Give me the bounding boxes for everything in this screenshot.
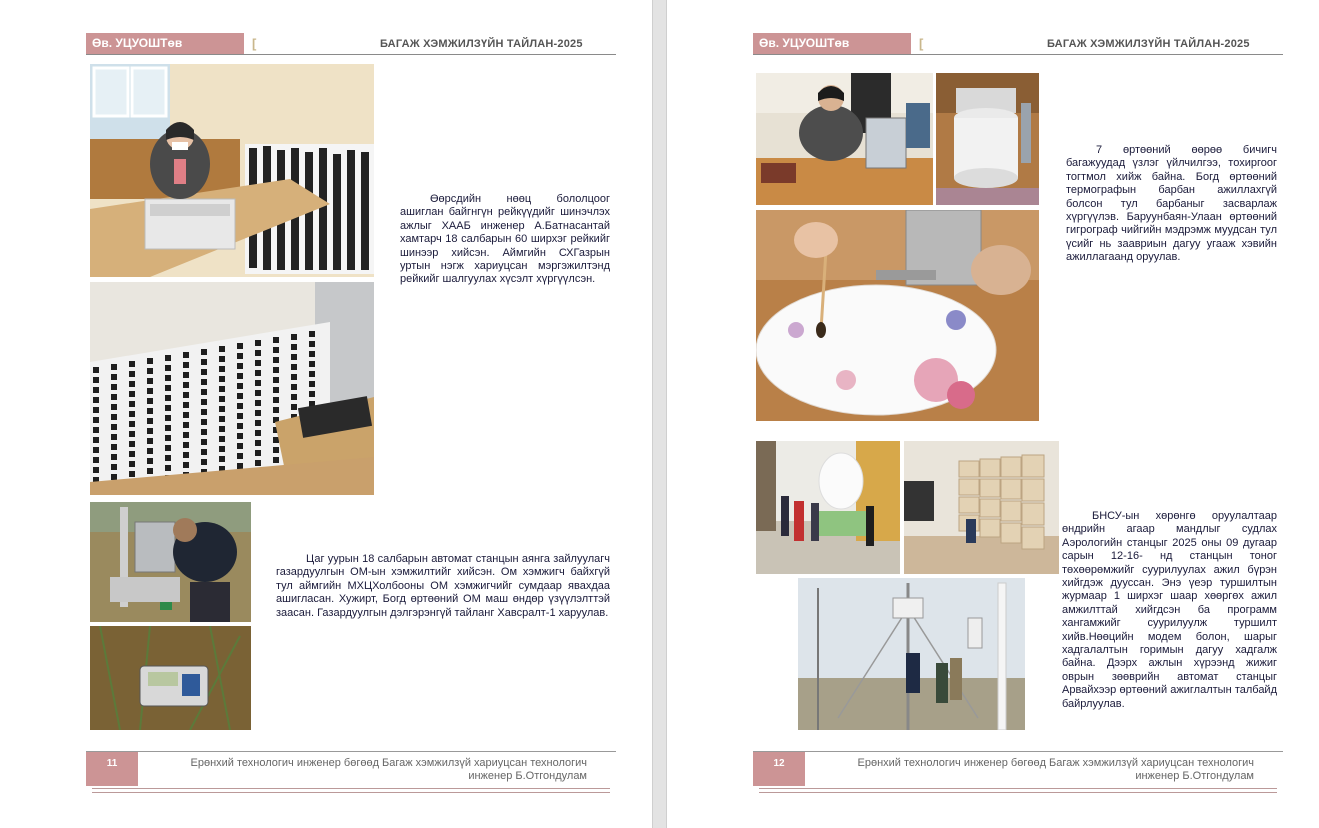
page-right: [667, 0, 1319, 828]
header-rule: [753, 54, 1283, 55]
header-bracket: [: [252, 36, 257, 51]
page-gutter: [652, 0, 667, 828]
footer-line-1: Ерөнхий технологич инженер бөгөөд Багаж хэмжилзүй хариуцсан технологич: [857, 757, 1254, 769]
photo-grounding-measurement: [90, 502, 251, 622]
page-number: 11: [86, 752, 138, 786]
header-org: Өв. УЦУОШТөв: [753, 33, 911, 54]
page-left: [0, 0, 652, 828]
paragraph-1: 7 өртөөний өөрөө бичигч багажуудад үзлэг үйлчилгээ, тохиргоог тогтмол хийж байна. Богд өртөөний термографын барбан ажиллахгүй болсон тул барбаныг засварлаж хүргүүлэв. Баруунбаян-Улаан өртөөний гигрограф чийгийн мэдрэмж муудсан тул үсийг нь заавриын дагуу угааж хэвийн ажиллагаанд оруулав.: [1066, 144, 1277, 264]
header-title: БАГАЖ ХЭМЖИЛЗҮЙН ТАЙЛАН-2025: [380, 38, 583, 50]
footer-rule: [86, 751, 616, 752]
photo-staff-making: [90, 64, 374, 277]
page-number: 12: [753, 752, 805, 786]
photo-recorder-repair: [756, 73, 933, 205]
photo-weather-station: [798, 578, 1025, 730]
footer-line-1: Ерөнхий технологич инженер бөгөөд Багаж хэмжилзүй хариуцсан технологич: [190, 757, 587, 769]
footer-line-2: инженер Б.Отгондулам: [1135, 770, 1254, 782]
header-rule: [86, 54, 616, 55]
photo-hygrograph-plate: [756, 210, 1039, 421]
paragraph-2: БНСУ-ын хөрөнгө оруулалтаар өндрийн агаар мандлыг судлах Аэрологийн станцыг 2025 оны 09 дугаар сарын 12-16- нд станцын тоног төхөөрөмжийг суурилуулах ажил бүрэн хийгдэж дууссан. Энэ үеэр туршилтын журмаар 1 ширхэг шаар хөөргөх ажил амжилттай хийгдсэн ба программ хангамжийг суурилуулж туршилт хийв.Нөөцийн модем болон, шарыг хадгалалтын горимын дагуу хадгалж байна. Дээрх ажлын хүрээнд жижиг оврын зөөврийн автомат станцыг Арвайхээр өртөөний ажиглалтын талбайд байрлуулав.: [1062, 510, 1277, 710]
header-title: БАГАЖ ХЭМЖИЛЗҮЙН ТАЙЛАН-2025: [1047, 38, 1250, 50]
paragraph-2: Цаг уурын 18 салбарын автомат станцын аянга зайлуулагч газардуулгын ОМ-ын хэмжилтийг хийсэн. Ом хэмжигч байхгүй тул аймгийн МХЦХолбооны ОМ хэмжигчийг сумдаар явахдаа ашигласан. Хужирт, Богд өртөөний ОМ маш өндөр үзүүлэлттэй заасан. Газардуулгын дэлгэрэнгүй тайланг Хавсралт-1 харуулав.: [276, 553, 610, 619]
photo-balloon: [756, 441, 900, 574]
footer-line-2: инженер Б.Отгондулам: [468, 770, 587, 782]
footer-rule: [753, 751, 1283, 752]
footer-text: [809, 757, 1254, 783]
footer-text: [142, 757, 587, 783]
footer-double-rule: [759, 788, 1277, 793]
photo-thermograph-drum: [936, 73, 1039, 205]
photo-staff-rods-wall: [90, 282, 374, 495]
photo-ohm-meter: [90, 626, 251, 730]
footer-double-rule: [92, 788, 610, 793]
header-bracket: [: [919, 36, 924, 51]
photo-storage-room: [904, 441, 1059, 574]
paragraph-1: Өөрсдийн нөөц бололцоог ашиглан байгнгүн рейкүүдийг шинэчлэх ажлыг ХААБ инженер А.Батнасантай хамтарч 18 салбарын 60 ширхэг рейкийг шинээр хийсэн. Аймгийн СХГазрын уртын нэгж хариуцсан мэргэжилтэнд рейкийг шалгуулах хүсэлт хүргүүлсэн.: [400, 193, 610, 286]
header-org: Өв. УЦУОШТөв: [86, 33, 244, 54]
